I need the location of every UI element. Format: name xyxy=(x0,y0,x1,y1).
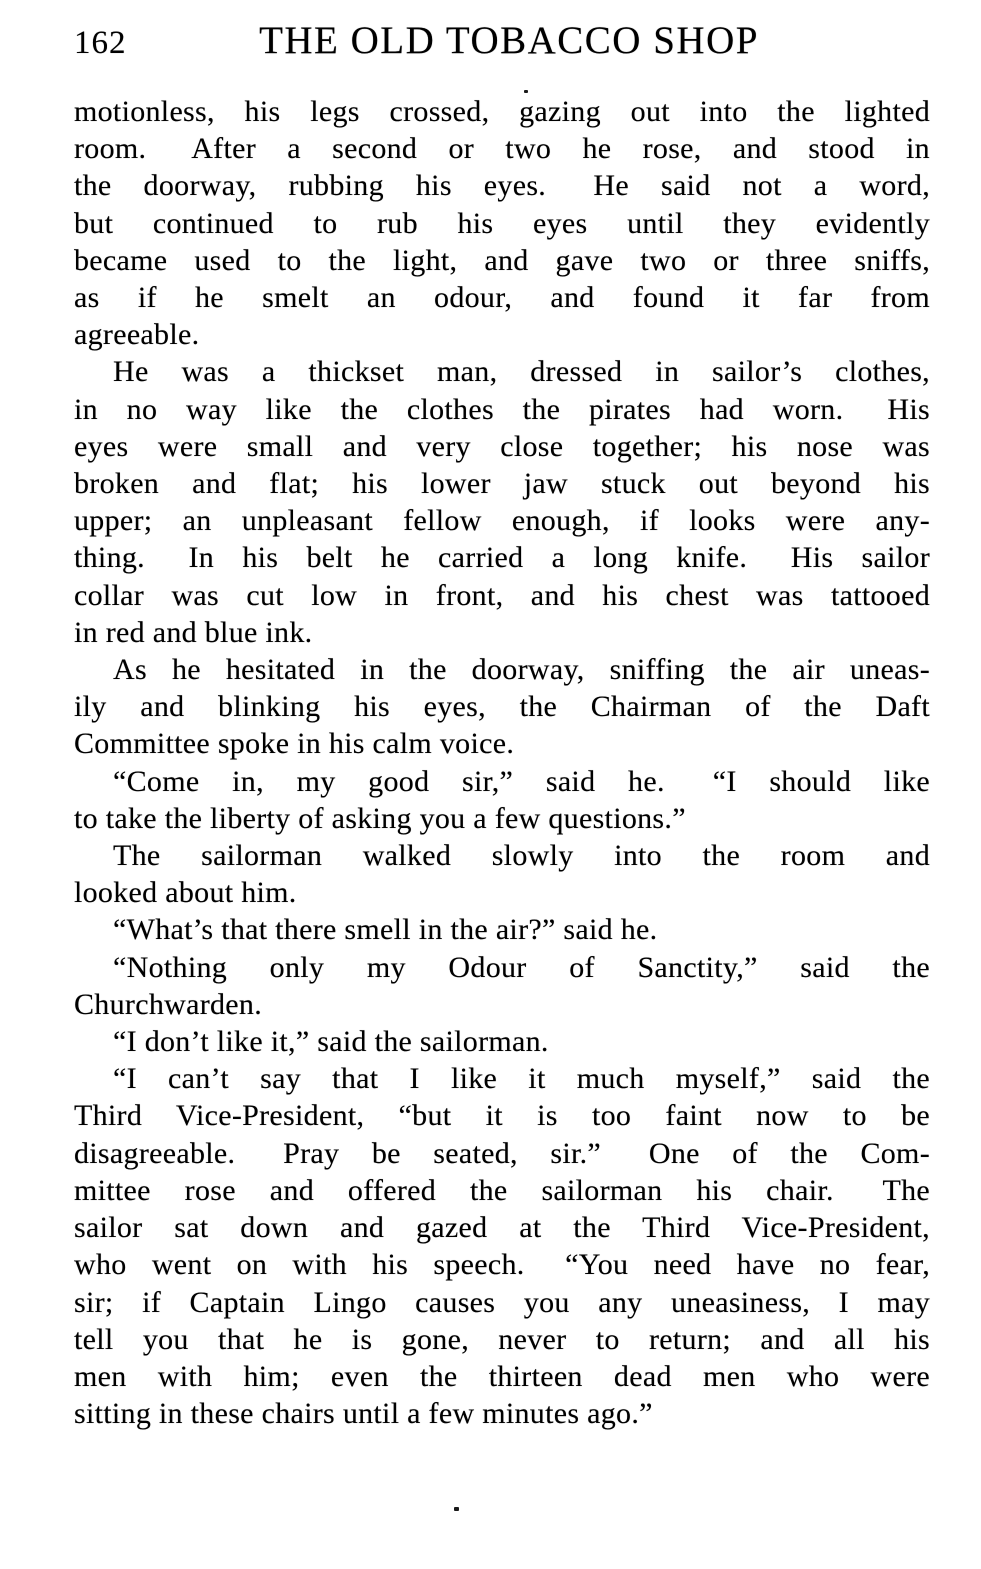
text-line: eyes were small and very close together; his nose was xyxy=(74,429,930,463)
text-line: “Nothing only my Odour of Sanctity,” said the xyxy=(113,950,930,984)
text-line: upper; an unpleasant fellow enough, if looks were any- xyxy=(74,504,930,538)
text-line: Third Vice-President, “but it is too faint now to be xyxy=(74,1099,930,1133)
text-line: As he hesitated in the doorway, sniffing the air uneas- xyxy=(113,653,930,687)
text-line: but continued to rub his eyes until they evidently xyxy=(74,206,930,240)
text-line: ily and blinking his eyes, the Chairman of the Daft xyxy=(74,690,930,724)
text-line: Committee spoke in his calm voice. xyxy=(74,727,515,761)
page-header xyxy=(74,0,930,70)
body-text xyxy=(74,93,930,1432)
text-line: the doorway, rubbing his eyes. He said not a word, xyxy=(74,169,930,203)
ink-speck xyxy=(454,1507,459,1511)
text-line: The sailorman walked slowly into the room and xyxy=(113,839,930,873)
text-line: collar was cut low in front, and his chest was tattooed xyxy=(74,578,930,612)
running-title: THE OLD TOBACCO SHOP xyxy=(259,19,759,62)
text-line: in no way like the clothes the pirates had worn. His xyxy=(74,392,930,426)
text-line: motionless, his legs crossed, gazing out into the lighted xyxy=(74,95,930,128)
text-line: agreeable. xyxy=(74,318,200,352)
text-line: “I can’t say that I like it much myself,” said the xyxy=(113,1062,930,1096)
text-line: men with him; even the thirteen dead men who were xyxy=(74,1359,930,1393)
text-line: sir; if Captain Lingo causes you any uneasiness, I may xyxy=(74,1285,930,1319)
text-line: “What’s that there smell in the air?” said he. xyxy=(113,913,658,947)
text-line: room. After a second or two he rose, and stood in xyxy=(74,132,930,166)
text-line: tell you that he is gone, never to return; and all his xyxy=(74,1322,930,1356)
page-number: 162 xyxy=(74,25,127,61)
text-line: Churchwarden. xyxy=(74,987,263,1021)
text-line: broken and flat; his lower jaw stuck out beyond his xyxy=(74,467,930,501)
text-line: thing. In his belt he carried a long knife. His sailor xyxy=(74,541,930,575)
text-line: “I don’t like it,” said the sailorman. xyxy=(113,1025,549,1059)
text-line: mittee rose and offered the sailorman his chair. The xyxy=(74,1173,930,1207)
text-line: as if he smelt an odour, and found it far from xyxy=(74,281,930,315)
text-line: to take the liberty of asking you a few questions.” xyxy=(74,801,686,835)
text-line: disagreeable. Pray be seated, sir.” One of the Com- xyxy=(74,1136,930,1170)
text-line: looked about him. xyxy=(74,876,297,910)
text-line: sitting in these chairs until a few minutes ago.” xyxy=(74,1397,653,1431)
text-line: “Come in, my good sir,” said he. “I should like xyxy=(113,764,930,798)
text-line: He was a thickset man, dressed in sailor’s clothes, xyxy=(113,355,930,389)
text-line: became used to the light, and gave two or three sniffs, xyxy=(74,243,930,277)
text-line: who went on with his speech. “You need have no fear, xyxy=(74,1248,930,1282)
text-line: in red and blue ink. xyxy=(74,615,313,649)
text-line: sailor sat down and gazed at the Third Vice-President, xyxy=(74,1211,930,1245)
